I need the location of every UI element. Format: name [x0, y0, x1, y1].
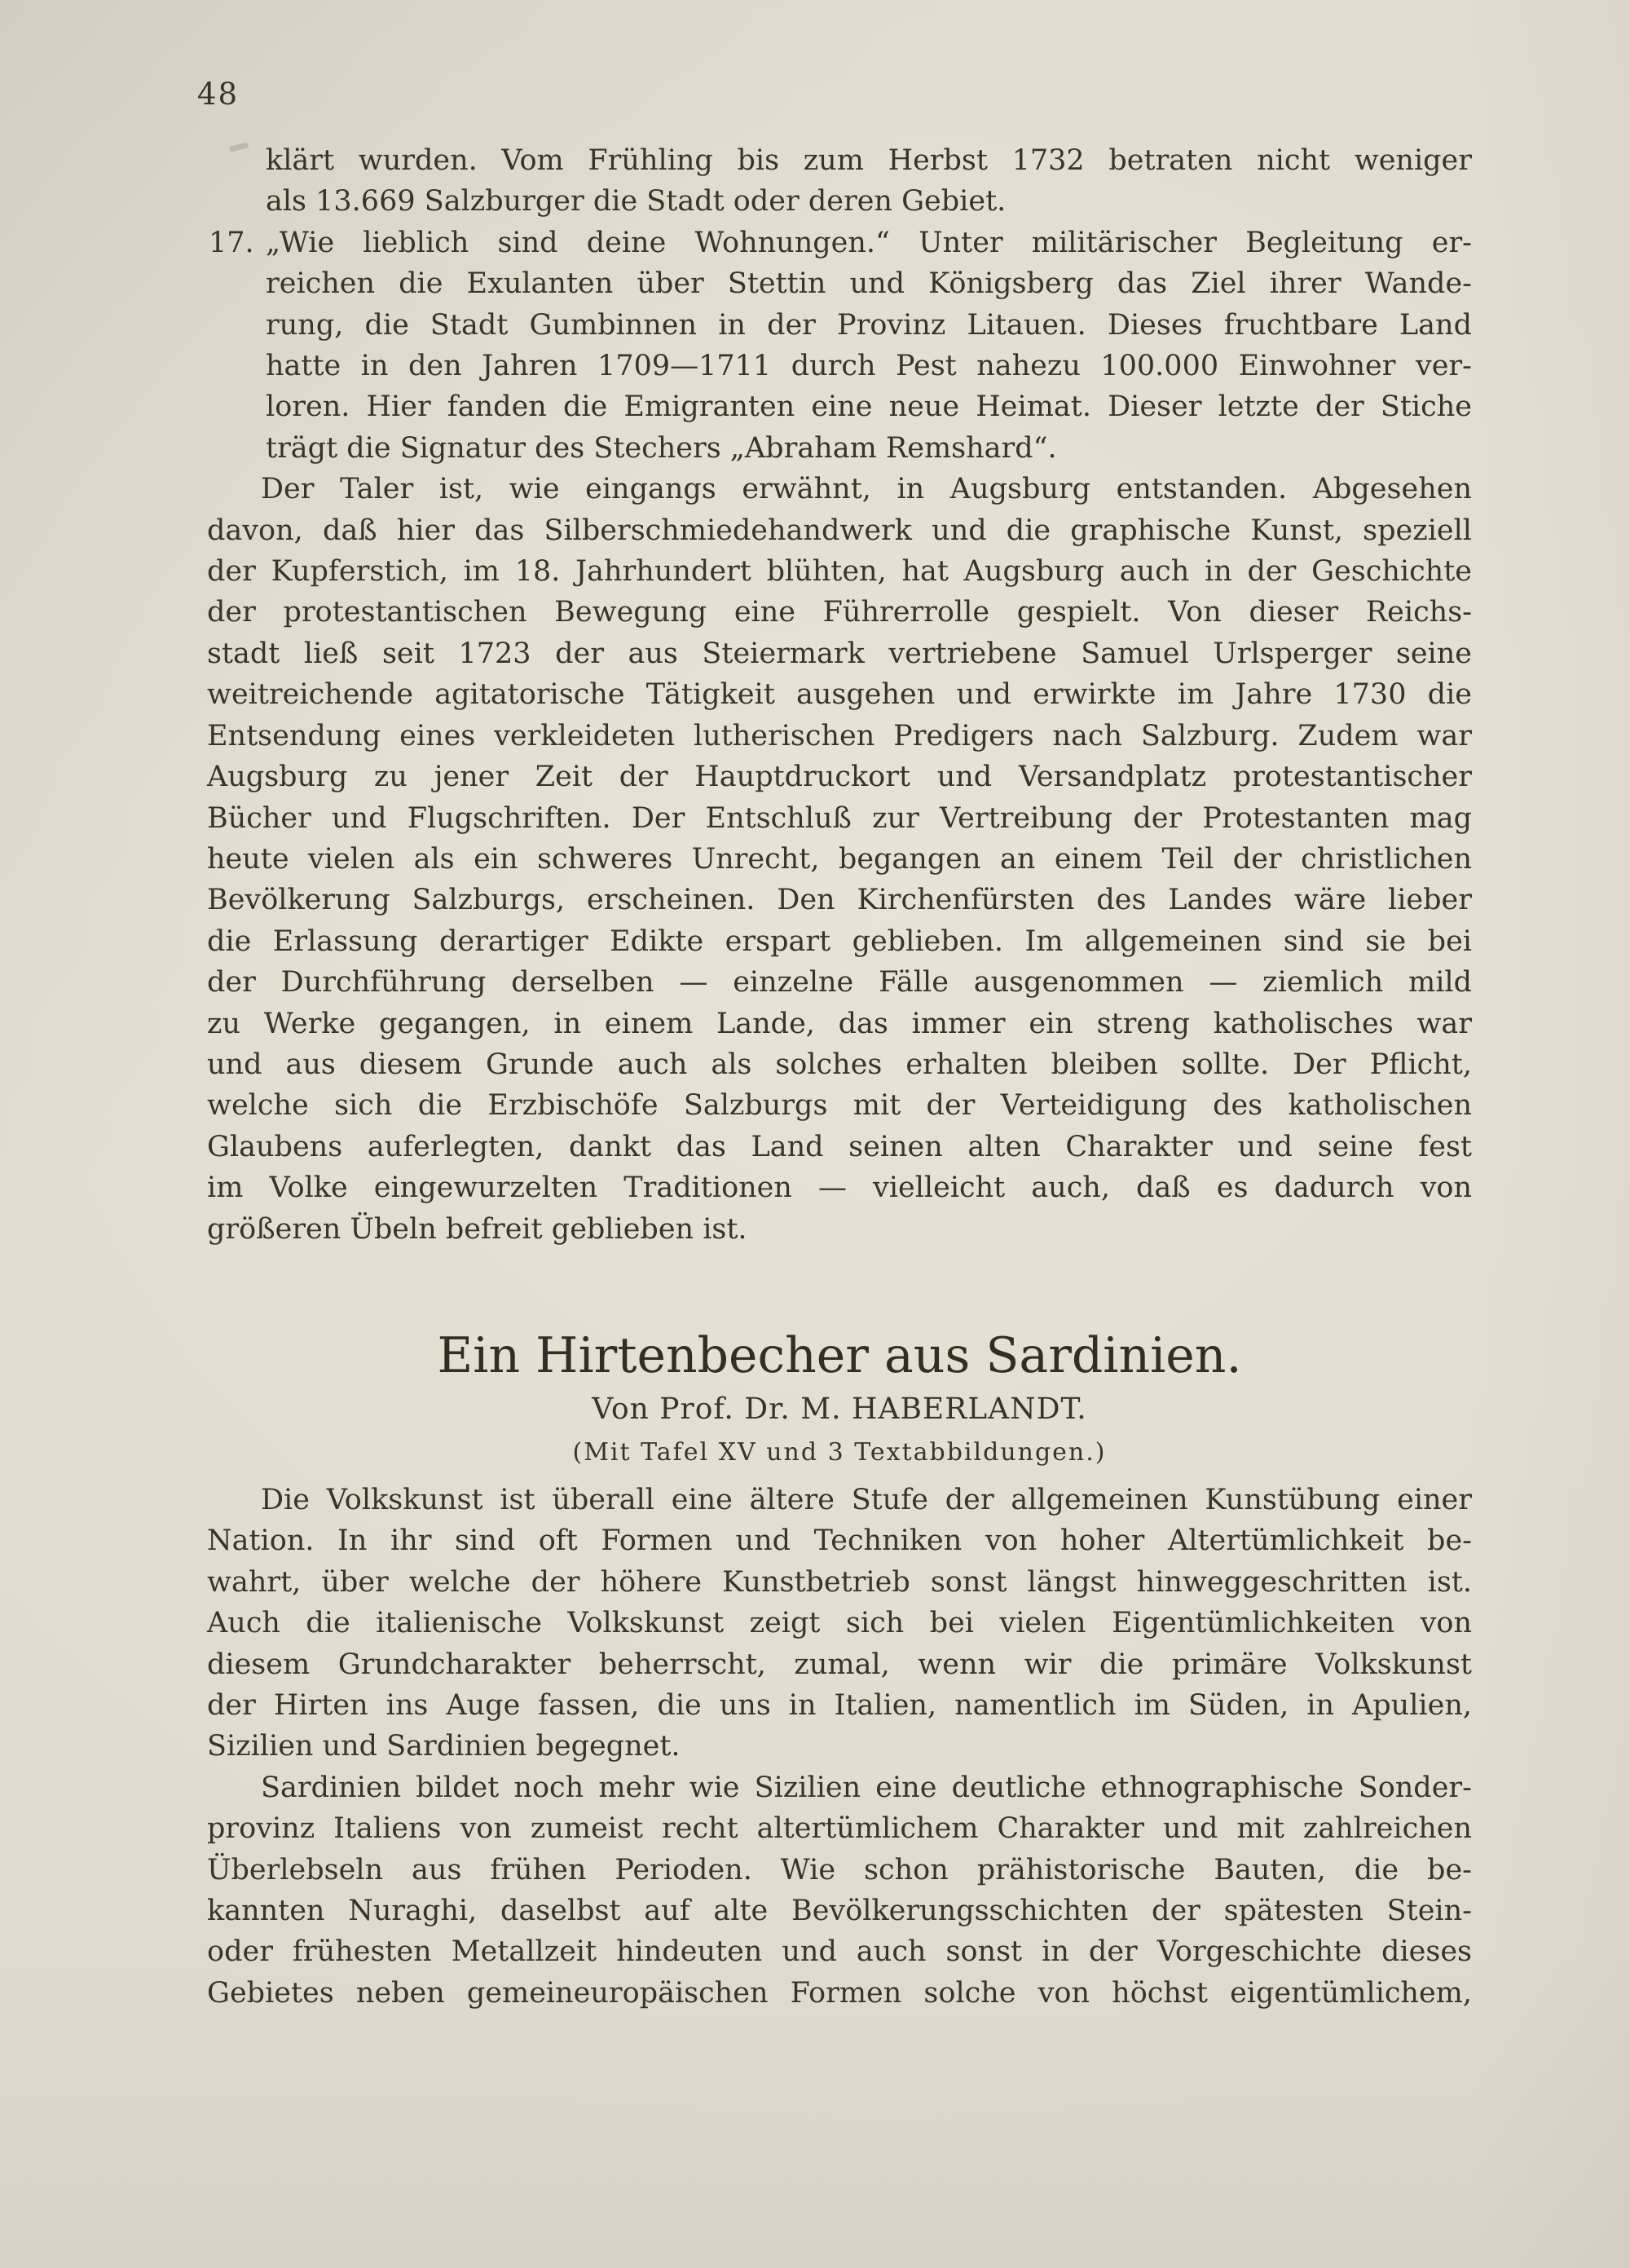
- text-line: hatte in den Jahren 1709—1711 durch Pest nahezu 100.000 Einwohner ver-: [266, 350, 1472, 383]
- text-line: Nation. In ihr sind oft Formen und Techniken von hoher Altertümlichkeit be-: [207, 1525, 1472, 1558]
- text-line: zu Werke gegangen, in einem Lande, das immer ein streng katholisches war: [207, 1007, 1472, 1040]
- text-line: heute vielen als ein schweres Unrecht, begangen an einem Teil der christlichen: [207, 842, 1472, 876]
- text-line: als 13.669 Salzburger die Stadt oder deren Gebiet.: [266, 185, 1007, 218]
- paragraph-continuation: [207, 140, 1472, 223]
- text-column: [207, 140, 1472, 2014]
- text-line: der Hirten ins Auge fassen, die uns in Italien, namentlich im Süden, in Apulien,: [207, 1689, 1472, 1722]
- article-title: Ein Hirtenbecher aus Sardinien.: [437, 1326, 1242, 1384]
- text-line: Glaubens auferlegten, dankt das Land seinen alten Charakter und seine fest: [207, 1130, 1472, 1163]
- text-line: stadt ließ seit 1723 der aus Steiermark vertriebene Samuel Urlsperger seine: [207, 637, 1472, 670]
- text-line: diesem Grundcharakter beherrscht, zumal, wenn wir die primäre Volkskunst: [207, 1648, 1472, 1681]
- text-line: der Kupferstich, im 18. Jahrhundert blühten, hat Augsburg auch in der Geschichte: [207, 555, 1472, 589]
- list-item-number: 17.: [209, 226, 254, 259]
- text-line: Augsburg zu jener Zeit der Hauptdruckort und Versandplatz protestantischer: [207, 761, 1472, 794]
- text-line: davon, daß hier das Silberschmiedehandwerk und die graphische Kunst, speziell: [207, 514, 1472, 547]
- text-line: trägt die Signatur des Stechers „Abraham Remshard“.: [266, 431, 1057, 465]
- text-line: weitreichende agitatorische Tätigkeit ausgehen und erwirkte im Jahre 1730 die: [207, 678, 1472, 712]
- text-line: Auch die italienische Volkskunst zeigt sich bei vielen Eigentümlichkeiten von: [207, 1607, 1472, 1640]
- text-line: der Durchführung derselben — einzelne Fälle ausgenommen — ziemlich mild: [207, 966, 1472, 999]
- text-line: klärt wurden. Vom Frühling bis zum Herbst 1732 betraten nicht weniger: [266, 144, 1472, 177]
- text-line: der protestantischen Bewegung eine Führerrolle gespielt. Von dieser Reichs-: [207, 596, 1472, 629]
- text-line: Bevölkerung Salzburgs, erscheinen. Den Kirchenfürsten des Landes wäre lieber: [207, 884, 1472, 917]
- page-number: 48: [197, 77, 240, 112]
- text-line: Die Volkskunst ist überall eine ältere Stufe der allgemeinen Kunstübung einer: [261, 1483, 1472, 1516]
- text-line: welche sich die Erzbischöfe Salzburgs mit der Verteidigung des katholischen: [207, 1089, 1472, 1123]
- text-line: im Volke eingewurzelten Traditionen — vielleicht auch, daß es dadurch von: [207, 1172, 1472, 1205]
- text-line: größeren Übeln befreit geblieben ist.: [207, 1212, 747, 1246]
- text-line: „Wie lieblich sind deine Wohnungen.“ Unter militärischer Begleitung er-: [266, 226, 1472, 259]
- paragraph-taler: [207, 469, 1472, 1250]
- text-line: Bücher und Flugschriften. Der Entschluß zur Vertreibung der Protestanten mag: [207, 801, 1472, 835]
- list-item-first-line: [207, 223, 1472, 263]
- text-line: loren. Hier fanden die Emigranten eine neue Heimat. Dieser letzte der Stiche: [266, 391, 1472, 424]
- text-line: Entsendung eines verkleideten lutherischen Predigers nach Salzburg. Zudem war: [207, 719, 1472, 752]
- text-line: und aus diesem Grunde auch als solches erhalten bleiben sollte. Der Pflicht,: [207, 1048, 1472, 1081]
- text-line: kannten Nuraghi, daselbst auf alte Bevölkerungsschichten der spätesten Stein-: [207, 1895, 1472, 1928]
- text-line: Überlebseln aus frühen Perioden. Wie schon prähistorische Bauten, die be-: [207, 1853, 1472, 1886]
- article-header: [207, 1326, 1472, 1468]
- text-line: wahrt, über welche der höhere Kunstbetrieb sonst längst hinweggeschritten ist.: [207, 1565, 1472, 1599]
- article-plate-note: (Mit Tafel XV und 3 Textabbildungen.): [572, 1437, 1107, 1467]
- list-item-17: [207, 223, 1472, 469]
- text-line: provinz Italiens von zumeist recht altertümlichem Charakter und mit zahlreichen: [207, 1812, 1472, 1846]
- paragraph-sardinien: [207, 1767, 1472, 2014]
- text-line: Sizilien und Sardinien begegnet.: [207, 1730, 681, 1763]
- text-line: die Erlassung derartiger Edikte erspart geblieben. Im allgemeinen sind sie bei: [207, 924, 1472, 958]
- text-line: reichen die Exulanten über Stettin und Königsberg das Ziel ihrer Wande-: [266, 267, 1472, 301]
- text-line: Der Taler ist, wie eingangs erwähnt, in Augsburg entstanden. Abgesehen: [261, 473, 1472, 506]
- paragraph-volkskunst: [207, 1480, 1472, 1767]
- text-line: Gebietes neben gemeineuropäischen Formen solche von höchst eigentümlichem,: [207, 1976, 1472, 2010]
- text-line: Sardinien bildet noch mehr wie Sizilien eine deutliche ethnographische Sonder-: [261, 1771, 1472, 1804]
- text-line: rung, die Stadt Gumbinnen in der Provinz Litauen. Dieses fruchtbare Land: [266, 308, 1472, 342]
- text-line: oder frühesten Metallzeit hindeuten und auch sonst in der Vorgeschichte dieses: [207, 1935, 1472, 1969]
- article-byline: Von Prof. Dr. M. HABERLANDT.: [592, 1392, 1087, 1426]
